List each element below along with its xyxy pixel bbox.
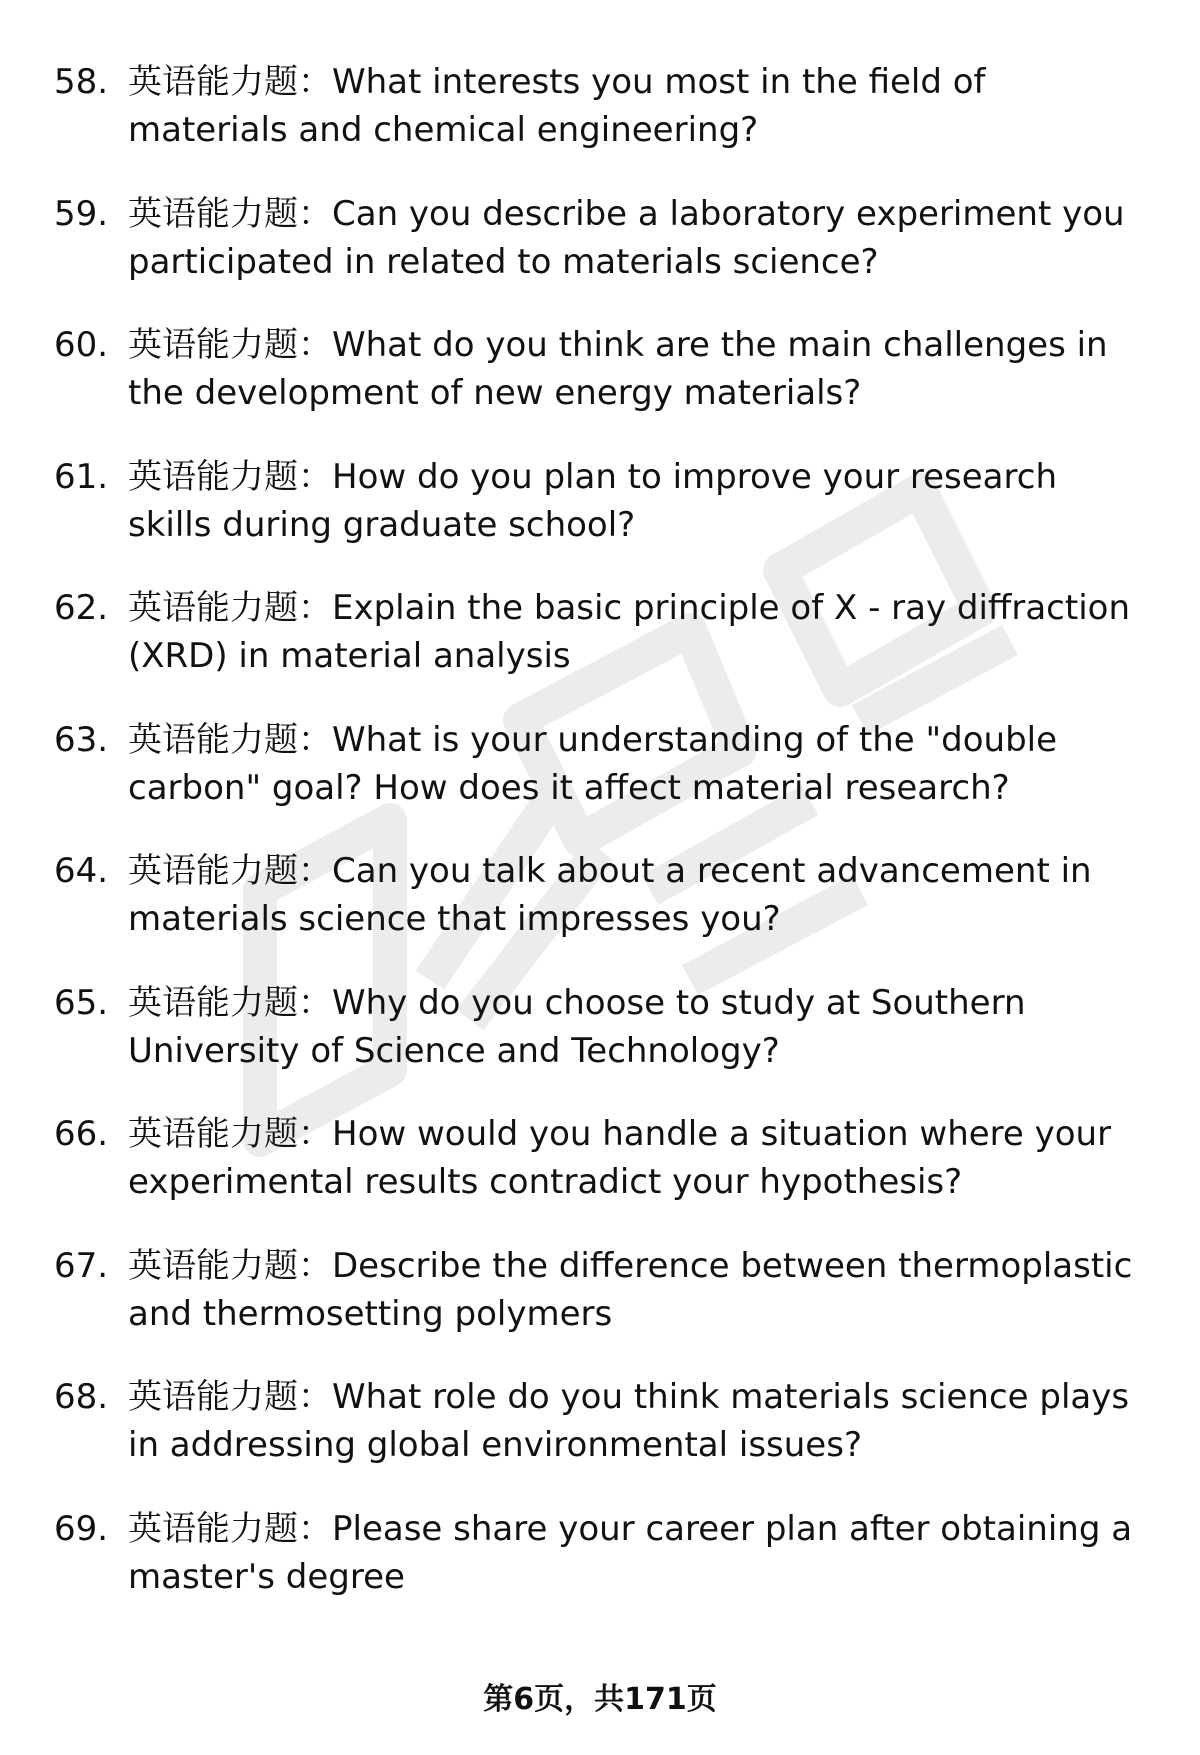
- question-number: 69.: [54, 1508, 109, 1549]
- question-text: [128, 1505, 1138, 1601]
- question-body: Why do you choose to study at Southern University of Science and Technology?: [128, 982, 1026, 1071]
- question-category-label: 英语能力题：: [128, 1377, 332, 1417]
- question-category-label: 英语能力题：: [128, 982, 332, 1023]
- question-number: 67.: [54, 1245, 109, 1286]
- question-body: What interests you most in the field of materials and chemical engineering?: [128, 62, 986, 150]
- question-item: [0, 847, 1200, 979]
- question-text: [128, 979, 1138, 1075]
- question-number: 63.: [54, 719, 109, 760]
- question-text: [128, 1110, 1138, 1206]
- question-item: [0, 1242, 1200, 1374]
- question-item: [0, 1373, 1200, 1505]
- question-body: Explain the basic principle of X - ray diffraction (XRD) in material analysis: [128, 588, 1130, 676]
- question-text: [128, 1242, 1138, 1338]
- question-category-label: 英语能力题：: [128, 851, 332, 891]
- question-text: [128, 847, 1138, 943]
- question-item: [0, 1505, 1200, 1637]
- page-number: 第6页，共171页: [483, 1682, 717, 1717]
- question-item: [0, 584, 1200, 716]
- question-category-label: 英语能力题：: [128, 1245, 332, 1286]
- question-item: [0, 58, 1200, 190]
- question-category-label: 英语能力题：: [128, 325, 332, 365]
- question-body: What is your understanding of the "double carbon" goal? How does it affect material research?: [128, 719, 1058, 808]
- question-text: [128, 1373, 1138, 1469]
- question-category-label: 英语能力题：: [128, 719, 332, 760]
- question-number: 66.: [54, 1114, 109, 1154]
- question-text: [128, 58, 1138, 154]
- question-body: How do you plan to improve your research skills during graduate school?: [128, 456, 1057, 545]
- question-text: [128, 453, 1138, 549]
- question-body: What role do you think materials science plays in addressing global environmental issues?: [128, 1377, 1130, 1465]
- question-category-label: 英语能力题：: [128, 1508, 332, 1549]
- question-category-label: 英语能力题：: [128, 193, 332, 234]
- question-category-label: 英语能力题：: [128, 588, 332, 628]
- question-item: [0, 453, 1200, 585]
- question-number: 64.: [54, 851, 109, 891]
- question-item: [0, 190, 1200, 322]
- question-body: Can you describe a laboratory experiment you participated in related to materials science?: [128, 193, 1125, 282]
- question-body: Can you talk about a recent advancement in materials science that impresses you?: [128, 851, 1092, 939]
- question-category-label: 英语能力题：: [128, 1114, 332, 1154]
- question-text: [128, 716, 1138, 812]
- question-item: [0, 716, 1200, 848]
- question-category-label: 英语能力题：: [128, 62, 332, 102]
- question-body: What do you think are the main challenges in the development of new energy materials?: [128, 325, 1108, 413]
- question-body: Describe the difference between thermoplastic and thermosetting polymers: [128, 1245, 1133, 1334]
- question-number: 58.: [54, 62, 109, 102]
- question-number: 68.: [54, 1377, 109, 1417]
- question-number: 62.: [54, 588, 109, 628]
- question-list: [0, 58, 1200, 1636]
- question-number: 65.: [54, 982, 109, 1023]
- question-category-label: 英语能力题：: [128, 456, 332, 497]
- question-item: [0, 321, 1200, 453]
- question-number: 60.: [54, 325, 109, 365]
- question-text: [128, 190, 1138, 286]
- question-item: [0, 979, 1200, 1111]
- question-body: Please share your career plan after obtaining a master's degree: [128, 1508, 1133, 1597]
- question-body: How would you handle a situation where your experimental results contradict your hypothesis?: [128, 1114, 1112, 1202]
- question-number: 61.: [54, 456, 109, 497]
- question-text: [128, 321, 1138, 417]
- question-number: 59.: [54, 193, 109, 234]
- question-item: [0, 1110, 1200, 1242]
- question-text: [128, 584, 1138, 680]
